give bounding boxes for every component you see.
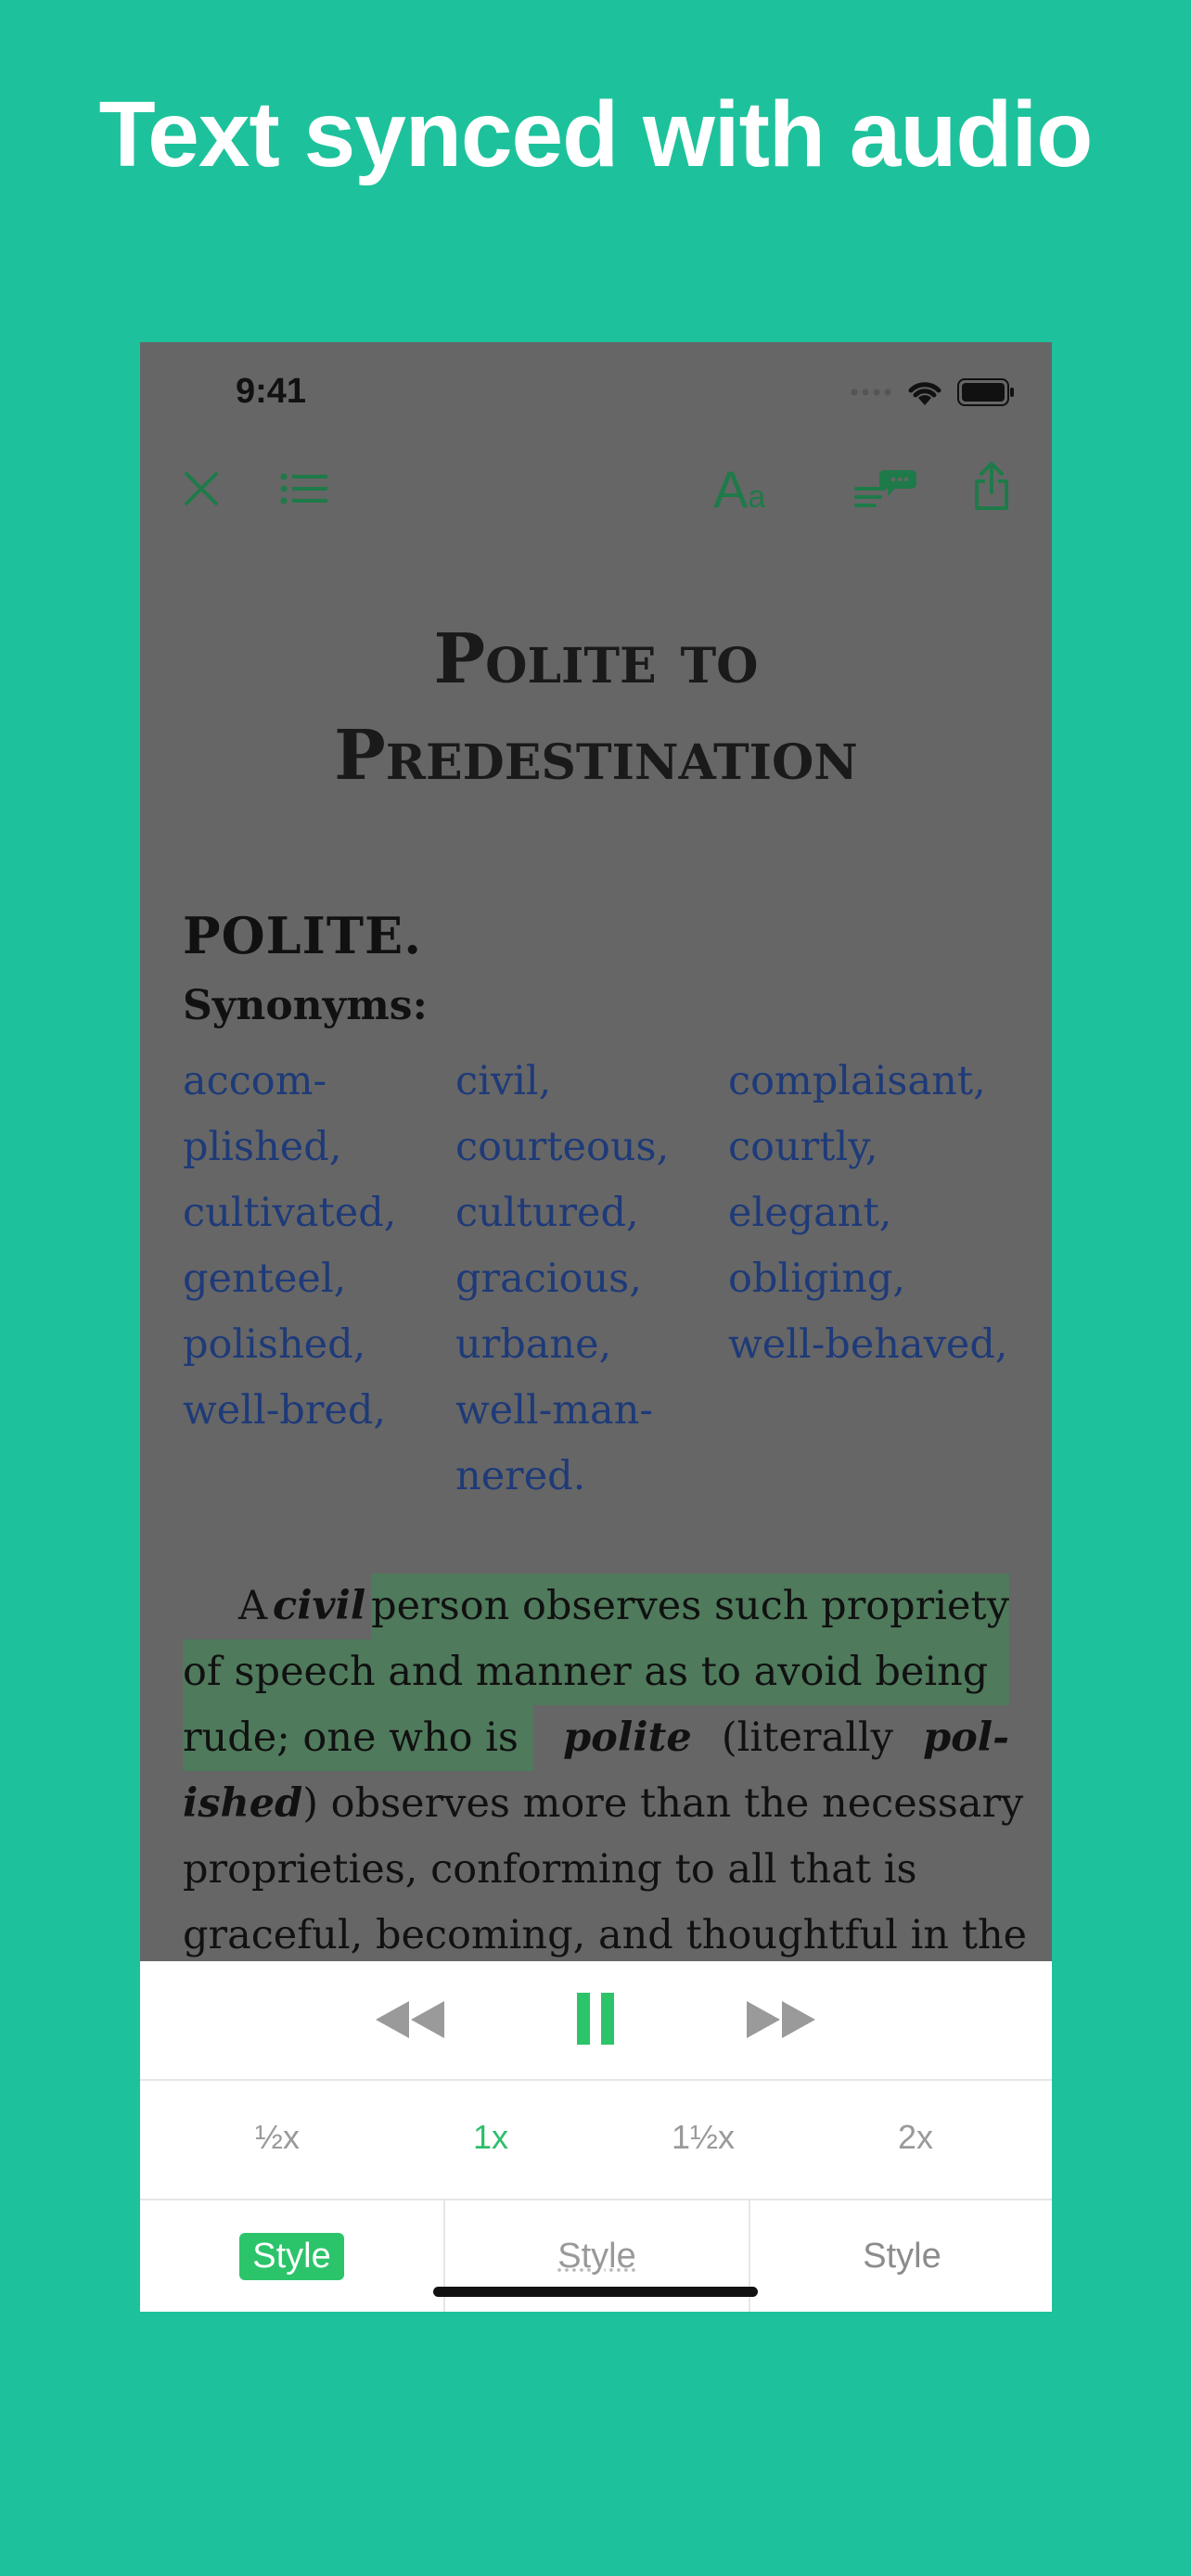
chapter-title-line-1: Polite to (433, 619, 759, 699)
text-line (183, 1574, 1009, 1639)
chapter-title (183, 611, 1009, 804)
audio-controls-panel (140, 1961, 1052, 2312)
rewind-icon[interactable] (374, 1998, 446, 2041)
pause-icon[interactable] (575, 1991, 616, 2047)
synonym[interactable]: gracious, (455, 1256, 642, 1302)
keyword-civil: civil (273, 1583, 366, 1629)
speed-2x-button[interactable]: 2x (897, 2118, 934, 2156)
speed-row (140, 2081, 1052, 2200)
synonym[interactable]: polished, (183, 1321, 366, 1368)
text-span: A (238, 1583, 268, 1629)
synonym[interactable]: obliging, (728, 1256, 906, 1302)
text-line (183, 1705, 1009, 1771)
synonyms-label: Synonyms: (183, 982, 428, 1029)
style-label: Style (863, 2236, 941, 2276)
keyword-polished-end: ished (183, 1780, 303, 1827)
wifi-icon (905, 377, 944, 407)
synonym[interactable]: complaisant, (728, 1058, 986, 1104)
synonym[interactable]: civil, (455, 1058, 552, 1104)
speed-1x-button[interactable]: 1x (472, 2118, 509, 2156)
close-icon[interactable] (183, 470, 220, 507)
battery-icon (957, 378, 1015, 406)
synonym[interactable]: cultured, (455, 1190, 639, 1236)
synonyms-column-2 (455, 1049, 669, 1510)
status-time: 9:41 (236, 372, 307, 411)
synonym[interactable]: well-behaved, (728, 1321, 1008, 1368)
text-span: proprieties, conforming to all that is (183, 1846, 917, 1893)
body-paragraph (183, 1574, 1028, 1969)
synonyms-column-3 (728, 1049, 1008, 1378)
synced-highlight-line (183, 1639, 1009, 1705)
keyword-polished-part: pol- (923, 1715, 1009, 1761)
chapter-title-line-2: Predestination (334, 716, 858, 796)
synonym[interactable]: plished, (183, 1124, 342, 1170)
text-line (183, 1903, 1028, 1969)
synonym[interactable]: cultivated, (183, 1190, 397, 1236)
synonyms-column-1 (183, 1049, 396, 1444)
list-icon[interactable] (280, 473, 328, 504)
text-span: of speech and manner as to avoid being (183, 1649, 989, 1695)
signal-icon (850, 388, 892, 397)
synonym[interactable]: urbane, (455, 1321, 612, 1368)
synonym[interactable]: elegant, (728, 1190, 892, 1236)
font-settings-icon[interactable]: Aa (713, 460, 766, 518)
text-span: graceful, becoming, and thoughtful in the (183, 1912, 1028, 1958)
text-line (183, 1771, 1024, 1837)
style-option-1[interactable] (140, 2200, 443, 2312)
phone-screen (140, 342, 1052, 2312)
promo-headline: Text synced with audio (98, 83, 1093, 186)
fast-forward-icon[interactable] (745, 1998, 817, 2041)
synonym[interactable]: well-bred, (183, 1387, 387, 1434)
synced-highlight: rude; one who is (183, 1705, 533, 1771)
transport-row (140, 1961, 1052, 2081)
synced-highlight: person observes such propriety (371, 1574, 1009, 1639)
status-icons (850, 374, 1015, 411)
style-label: Style (557, 2236, 636, 2276)
synonym[interactable]: courteous, (455, 1124, 670, 1170)
text-span: (literally (721, 1715, 893, 1761)
speed-1-5x-button[interactable]: 1½x (671, 2118, 736, 2156)
text-span: ) observes more than the necessary (302, 1780, 1024, 1827)
synonym[interactable]: accom- (183, 1058, 327, 1104)
style-option-3[interactable] (750, 2200, 1052, 2312)
share-icon[interactable] (973, 461, 1010, 511)
speech-lines-icon[interactable] (852, 466, 917, 509)
speed-half-button[interactable]: ½x (254, 2118, 301, 2156)
home-indicator[interactable] (433, 2287, 758, 2297)
synonym[interactable]: genteel, (183, 1256, 347, 1302)
synonym[interactable]: courtly, (728, 1124, 878, 1170)
keyword-polite: polite (563, 1715, 692, 1761)
text-line (183, 1837, 1009, 1903)
entry-heading: POLITE. (183, 906, 423, 965)
style-label: Style (239, 2233, 343, 2280)
synonym[interactable]: well-man- (455, 1387, 653, 1434)
synonym[interactable]: nered. (455, 1453, 586, 1499)
